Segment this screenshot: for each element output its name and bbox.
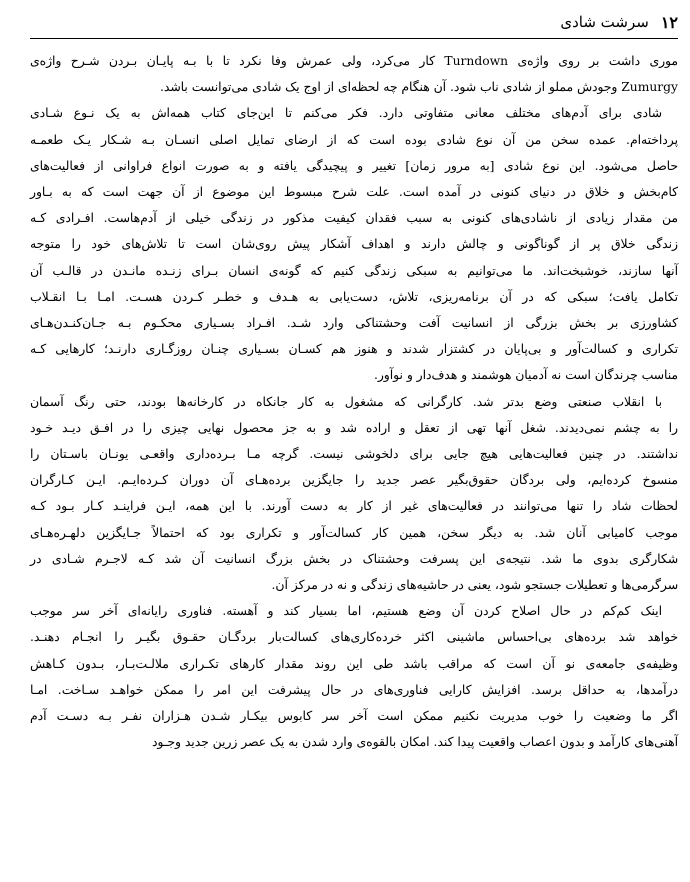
text-line: سرگرمی‌ها و تعطیلات جستجو شود، یعنی در حاشیه‌های زندگی و نه در مرکز آن. xyxy=(271,578,678,593)
header-rule xyxy=(30,38,678,39)
text-line: تکراری و کسالت‌آور و بی‌پایان در کشتزار شدند و هنوز هم کسـان بسـیاری چنـان روزگـاری دارنـد؛ کارهایی کـه xyxy=(30,342,678,357)
text-line: نداشتند. در چنین فعالیت‌هایی هیچ جایی برای دلخوشی نیست. گرچه مـا بـرده‌داری واقعـی یونـان باسـتان را xyxy=(30,447,678,462)
paragraph xyxy=(30,598,678,755)
text-line: حاصل می‌شود. این نوع شادی [به مرور زمان] تغییر و پیچیدگی یافته و به صورت انواع فراوانی از فعالیت‌های xyxy=(30,158,678,173)
text-line: آنها سازند، خوشبخت‌اند. ما می‌توانیم به سبکی زندگی کنیم که گونه‌ی انسان بـرای زنـده مانـدن در قالـب آن xyxy=(30,263,678,278)
text-line: کشاورزی بر بخش بزرگی از انسانیت آفت وحشتناکی وارد شـد. افـراد بسـیاری محکـوم بـه جـان‌کنـدن‌هـای xyxy=(30,316,678,331)
text-line: درآمدها، به حداقل برسد. افزایش کارایی فناوری‌های در حال پیشرفت این امر را ممکن خواهـد سـاخت. امـا xyxy=(30,682,678,697)
page-number: ۱۲ xyxy=(660,12,678,32)
text-line: وظیفه‌ی جامعه‌ی نو آن است که مراقب باشد طی این روند مقدار کارهای تکـراری ملالـت‌بـار، بـدون کـاهش xyxy=(30,656,678,671)
page-header xyxy=(30,10,678,34)
text-line: منسوخ کرده‌ایم، ولی بردگان حقوق‌بگیر عصر جدید را جایگزین برده‌هـای آن دوران کـرده‌ایـم. ایـن کـارگران xyxy=(30,473,678,488)
text-line: موجب کامیابی آنان شد. به دیگر سخن، همین کار کسالت‌آور و تکراری بود که احتمالاً جـایگزین دلهـره‌هـای xyxy=(30,525,678,540)
text-line: Zumurgy وجودش مملو از شادی ناب شود. آن هنگام چه لحظه‌ای از اوج یک شادی می‌توانست باشد. xyxy=(159,80,678,95)
paragraph xyxy=(30,100,678,388)
text-line: را به چشم نمی‌دیدند. شغل آنها تهی از تعقل و اراده شد و به جز محصول نهایی چیزی را در افـق دیـد خـود xyxy=(30,420,678,435)
text-line: آهنی‌های کارآمد و بدون اعصاب واقعیت پیدا کند. امکان بالقوه‌ی وارد شدن به یک عصر زرین جدید وجـود xyxy=(151,735,678,750)
text-line: با انقلاب صنعتی وضع بدتر شد. کارگرانی که مشغول به کار جانکاه در کارخانه‌ها بودند، حتی رنگ آسمان xyxy=(30,394,662,409)
text-line: شکارگری بدوی ما شد. نتیجه‌ی این پسرفت وحشتناک در بخش بزرگ انسانیت آن شد کـه لاجـرم شـادی در xyxy=(30,551,678,566)
paragraph xyxy=(30,48,678,100)
text-line: اگر ما وضعیت را خوب مدیریت نکنیم ممکن است آخر سر کابوس بیکـار شـدن هـزاران نفـر بـه دسـت آدم xyxy=(30,709,678,724)
text-line: اینک کم‌کم در حال اصلاح کردن آن وضع هستیم، اما بسیار کند و آهسته. فناوری رایانه‌ای آخر سر موجب xyxy=(30,604,662,619)
text-line: شادی برای آدم‌های مختلف معانی متفاوتی دارد. فکر می‌کنم تا این‌جای کتاب همه‌اش به یک نـوع شـادی xyxy=(30,106,662,121)
text-line: زندگی خلاق پر از گوناگونی و چالش دارند و اهداف آشکار پیش روی‌شان است تا تلاش‌های خود را متوجه xyxy=(30,237,678,252)
running-title: سرشت شادی xyxy=(560,13,649,31)
text-line: موری داشت بر روی واژه‌ی Turndown کار می‌کرد، ولی عمرش وفا نکرد تا با بـه پایـان بـردن شـرح واژه‌ی xyxy=(30,54,678,68)
text-line: لحظات شاد را تنها می‌توانند در فعالیت‌های غیر از کار به دست آورند. با این همه، ایـن فراینـد کـار بـود کـه xyxy=(30,499,678,514)
text-line: خواهد شد برده‌های بی‌احساس ماشینی اکثر خرده‌کاری‌های کسالت‌بار بردگـان حقـوق بگیـر را انجـام دهنـد. xyxy=(30,630,678,645)
text-line: تکامل یافت؛ سبکی که در آن برنامه‌ریزی، تلاش، دست‌یابی به هـدف و خطـر کـردن هسـت. امـا بـا انقـلاب xyxy=(30,289,678,304)
text-line: پرداخته‌ام. عمده سخن من آن نوع شادی بوده است که از ارضای تمایل اصلی انسـان بـه شـکار یـک طعمـه xyxy=(30,132,678,147)
text-line: من مقدار زیادی از ناشادی‌های کنونی به سبب فقدان کیفیت مذکور در زندگی خیلی از آدم‌هاست. افـرادی کـه xyxy=(30,211,678,226)
paragraph xyxy=(30,389,678,599)
page-body xyxy=(30,48,678,755)
text-line: کام‌بخش و خلاق در دنیای کنونی در آمده است. علت شرح مبسوط این موضوع از آن جهت است که به بـاور xyxy=(30,185,678,200)
text-line: مناسب چرندگان است نه آدمیان هوشمند و هدف‌دار و نوآور. xyxy=(373,368,678,383)
